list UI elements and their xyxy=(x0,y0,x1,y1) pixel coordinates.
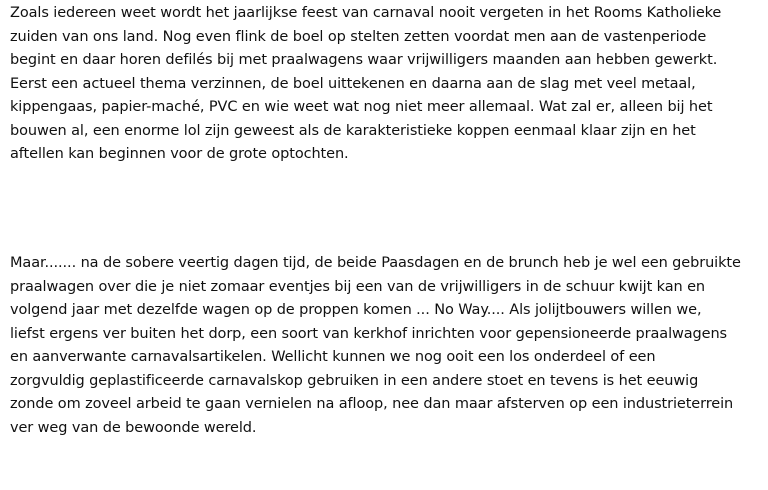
text-line: en aanverwante carnavalsartikelen. Wellicht kunnen we nog ooit een los onderdeel of een xyxy=(10,349,656,365)
text-line: zuiden van ons land. Nog even flink de boel op stelten zetten voordat men aan de vastenperiode xyxy=(10,28,707,45)
paragraph-2 xyxy=(10,252,741,440)
text-line: Maar....... na de sobere veertig dagen tijd, de beide Paasdagen en de brunch heb je wel een gebruikte xyxy=(10,255,741,271)
paragraph-1 xyxy=(10,2,721,167)
text-line: volgend jaar met dezelfde wagen op de proppen komen ... No Way.... Als jolijtbouwers willen we, xyxy=(10,302,702,318)
text-line: Eerst een actueel thema verzinnen, de boel uittekenen en daarna aan de slag met veel metaal, xyxy=(10,75,696,92)
text-line: ver weg van de bewoonde wereld. xyxy=(10,419,257,436)
text-line: praalwagen over die je niet zomaar eventjes bij een van de vrijwilligers in de schuur kwijt kan en xyxy=(10,278,706,295)
text-line: aftellen kan beginnen voor de grote optochten. xyxy=(10,146,349,162)
text-line: zonde om zoveel arbeid te gaan vernielen na afloop, nee dan maar afsterven op een industrieterrein xyxy=(10,396,734,412)
text-line: liefst ergens ver buiten het dorp, een soort van kerkhof inrichten voor gepensioneerde praalwagens xyxy=(10,325,728,342)
text-line: bouwen al, een enorme lol zijn geweest als de karakteristieke koppen eenmaal klaar zijn en het xyxy=(10,122,696,139)
text-line: zorgvuldig geplastificeerde carnavalskop gebruiken in een andere stoet en tevens is het eeuwig xyxy=(10,372,699,389)
text-line: Zoals iedereen weet wordt het jaarlijkse feest van carnaval nooit vergeten in het Rooms Katholieke xyxy=(10,5,722,21)
text-line: kippengaas, papier-maché, PVC en wie weet wat nog niet meer allemaal. Wat zal er, alleen bij het xyxy=(10,99,713,115)
text-line: begint en daar horen defilés bij met praalwagens waar vrijwilligers maanden aan hebben gewerkt. xyxy=(10,52,718,68)
